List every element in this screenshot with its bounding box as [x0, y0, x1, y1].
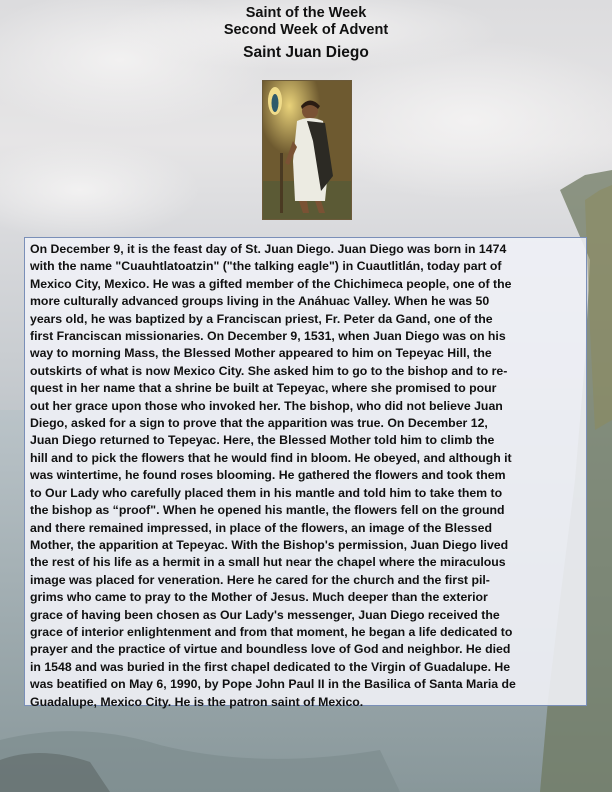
article-text-box: [24, 237, 587, 709]
saint-name-heading: Saint Juan Diego: [243, 44, 369, 61]
saint-juan-diego-painting: [262, 80, 352, 220]
header-line-1: Saint of the Week: [245, 5, 367, 21]
header-line-2: Second Week of Advent: [223, 22, 389, 38]
article-body: On December 9, it is the feast day of St. Juan Diego. Juan Diego was born in 1474 with the name "Cuauhtlatoatzin" ("the talking eagle") in Cuautlitlán, today part of Mexico City, Mexico. He was a gifted member of the Chichimeca people, one of the more culturally advanced groups living in the Anáhuac Valley. When he was 50 years old, he was baptized by a Franciscan priest, Fr. Peter da Gand, one of the first Franciscan missionaries. On December 9, 1531, when Juan Diego was on his way to morning Mass, the Blessed Mother appeared to him on Tepeyac Hill, the outskirts of what is now Mexico City. She asked him to go to the bishop and to re- quest in her name that a shrine be built at Tepeyac, where she promised to pour out her grace upon those who invoked her. The bishop, who did not believe Juan Diego, asked for a sign to prove that the apparition was true. On December 12, Juan Diego returned to Tepeyac. Here, the Blessed Mother told him to climb the hill and to pick the flowers that he would find in bloom. He obeyed, and although it was wintertime, he found roses blooming. He gathered the flowers and took them to Our Lady who carefully placed them in his mantle and told him to take them to the bishop as “proof". When he opened his mantle, the flowers fell on the ground and there remained impressed, in place of the flowers, an image of the Blessed Mother, the apparition at Tepeyac. With the Bishop's permission, Juan Diego lived the rest of his life as a hermit in a small hut near the chapel where the miraculous image was placed for veneration. Here he cared for the church and the first pil- grims who came to pray to the Mother of Jesus. Much deeper than the exterior grace of having been chosen as Our Lady's messenger, Juan Diego received the grace of interior enlightenment and from that moment, he began a life dedicated to prayer and the practice of virtue and boundless love of God and neighbor. He died in 1548 and was buried in the first chapel dedicated to the Virgin of Guadalupe. He was beatified on May 6, 1990, by Pope John Paul II in the Basilica of Santa Maria de Guadalupe, Mexico City. He is the patron saint of Mexico.: [30, 242, 516, 709]
page-header: [0, 5, 612, 62]
